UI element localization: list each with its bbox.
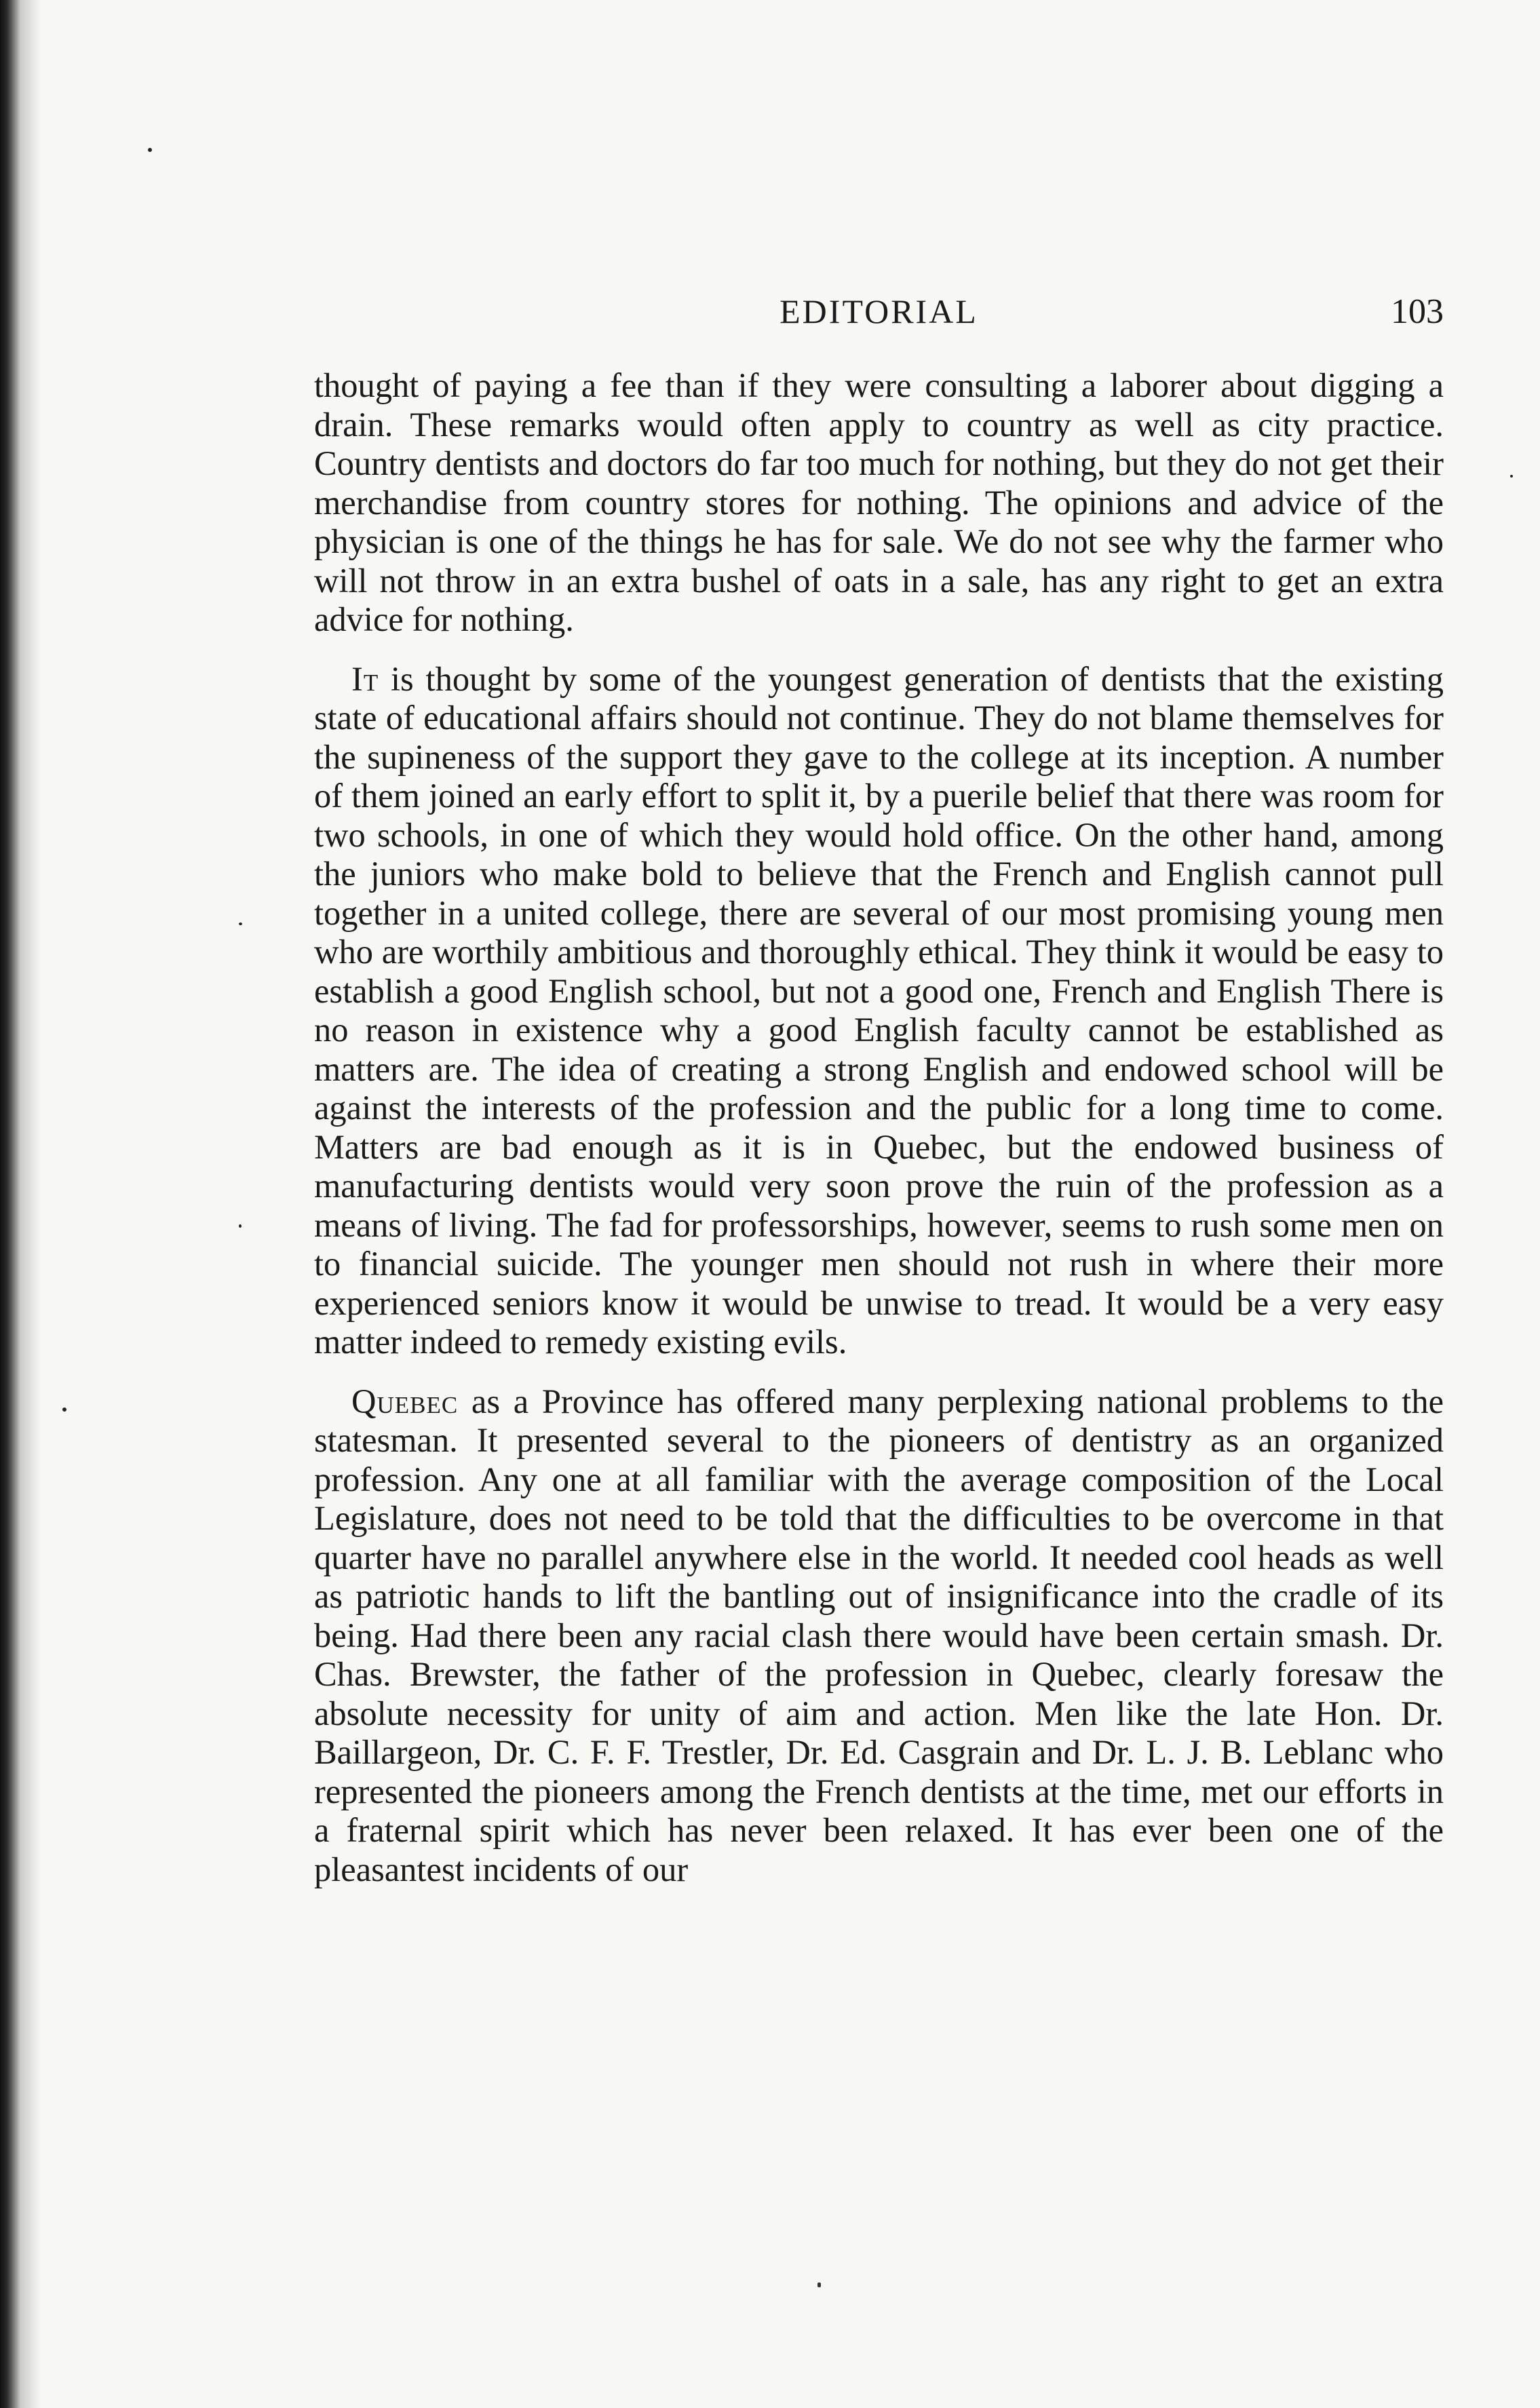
scan-speck [239,1224,242,1228]
page-number: 103 [1391,292,1444,331]
running-header [314,292,1444,339]
scan-speck [148,148,152,152]
scan-speck [239,923,242,925]
paragraph-text: as a Province has offered many perplexing national problems to the statesman. It presented several to the pioneers of dentistry as an organized profession. Any one at all familiar with the average composition of the Local Legislature, does not need to be told that the difficulties to be overcome in that quarter have no parallel anywhere else in the world. It needed cool heads as well as patriotic hands to lift the bantling out of insignificance into the cradle of its being. Had there been any racial clash there would have been certain smash. Dr. Chas. Brewster, the father of the profession in Quebec, clearly foresaw the absolute necessity for unity of aim and action. Men like the late Hon. Dr. Baillargeon, Dr. C. F. F. Trestler, Dr. Ed. Casgrain and Dr. L. J. B. Leblanc who represented the pioneers among the French dentists at the time, met our efforts in a fraternal spirit which has never been relaxed. It has ever been one of the pleasantest incidents of our [314,1382,1444,1888]
paragraph-1 [314,366,1444,640]
paragraph-2 [314,660,1444,1362]
scan-speck [1510,475,1513,478]
scan-edge-shadow [0,0,41,2408]
paragraph-lead: Quebec [351,1382,459,1420]
paragraph-lead: It [351,659,379,698]
paragraph-text: is thought by some of the youngest generation of dentists that the existing state of educational affairs should not continue. They do not blame themselves for the supineness of the support they gave to the college at its inception. A number of them joined an early effort to split it, by a puerile belief that there was room for two schools, in one of which they would hold office. On the other hand, among the juniors who make bold to believe that the French and English cannot pull together in a united college, there are several of our most promising young men who are worthily ambitious and thoroughly ethical. They think it would be easy to establish a good English school, but not a good one, French and English There is no reason in existence why a good English faculty cannot be established as matters are. The idea of creating a strong English and endowed school will be against the interests of the profession and the public for a long time to come. Matters are bad enough as it is in Quebec, but the endowed business of manufacturing dentists would very soon prove the ruin of the profession as a means of living. The fad for professorships, however, seems to rush some men on to financial suicide. The younger men should not rush in where their more experienced seniors know it would be unwise to tread. It would be a very easy matter indeed to remedy existing evils. [314,659,1444,1361]
scan-speck [817,2283,821,2287]
paragraph-3 [314,1382,1444,1890]
paragraph-text: thought of paying a fee than if they were consulting a laborer about digging a drain. These remarks would often apply to country as well as city practice. Country dentists and doctors do far too much for nothing, but they do not get their merchandise from country stores for nothing. The opinions and advice of the physician is one of the things he has for sale. We do not see why the farmer who will not throw in an extra bushel of oats in a sale, has any right to get an extra advice for nothing. [314,366,1444,638]
book-page [314,292,1444,1909]
page-title: EDITORIAL [779,292,978,330]
scan-speck [62,1407,66,1412]
